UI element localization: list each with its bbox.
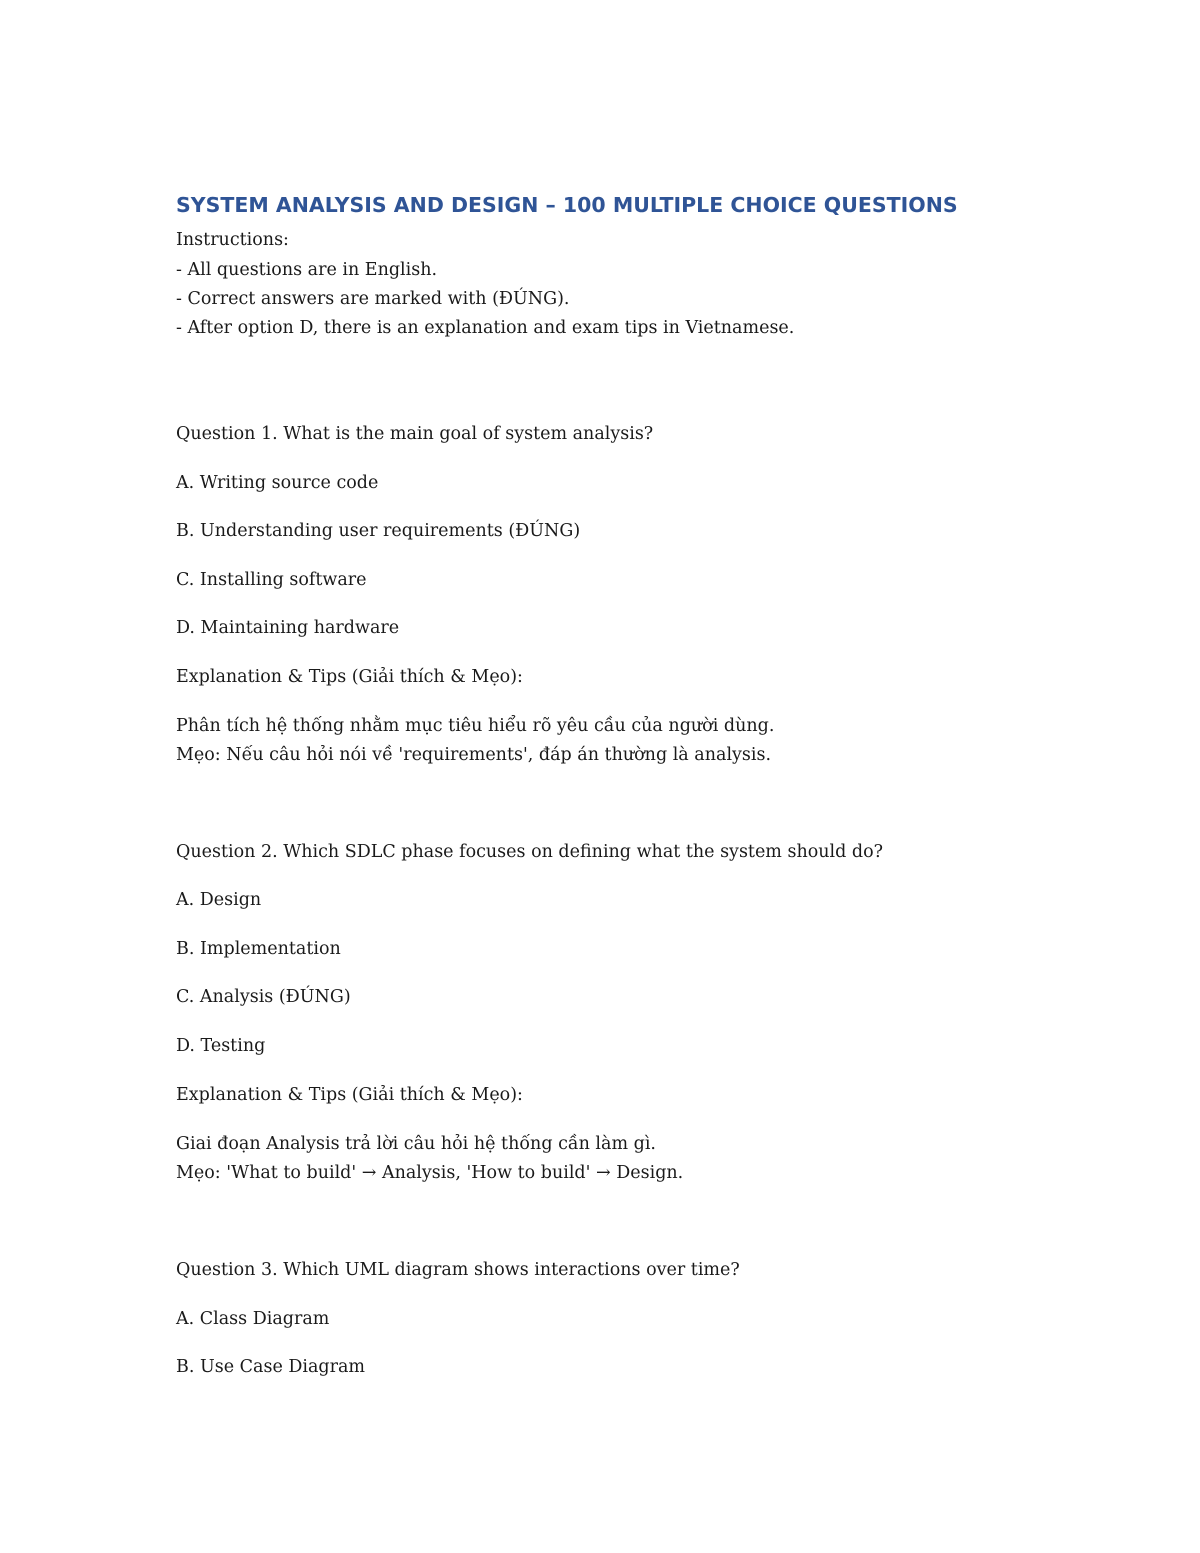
question-2-option-a: A. Design (176, 890, 262, 910)
question-1-option-b: B. Understanding user requirements (ĐÚNG) (176, 521, 581, 541)
question-1-explanation-heading: Explanation & Tips (Giải thích & Mẹo): (176, 667, 523, 687)
document-title: SYSTEM ANALYSIS AND DESIGN – 100 MULTIPLE CHOICE QUESTIONS (176, 193, 958, 217)
question-2-text: Question 2. Which SDLC phase focuses on defining what the system should do? (176, 842, 884, 862)
instruction-item: - All questions are in English. (176, 260, 438, 280)
instructions-heading: Instructions: (176, 230, 289, 250)
question-2-explanation-heading: Explanation & Tips (Giải thích & Mẹo): (176, 1085, 523, 1105)
instruction-item: - After option D, there is an explanation and exam tips in Vietnamese. (176, 318, 795, 338)
instruction-item: - Correct answers are marked with (ĐÚNG). (176, 289, 570, 309)
question-1-text: Question 1. What is the main goal of system analysis? (176, 424, 654, 444)
question-2-explanation-line: Giai đoạn Analysis trả lời câu hỏi hệ thống cần làm gì. (176, 1134, 656, 1154)
question-3-option-a: A. Class Diagram (176, 1309, 330, 1329)
question-1-tip-line: Mẹo: Nếu câu hỏi nói về 'requirements', đáp án thường là analysis. (176, 745, 772, 765)
question-1-option-a: A. Writing source code (176, 473, 379, 493)
question-1-option-d: D. Maintaining hardware (176, 618, 400, 638)
question-1-explanation-line: Phân tích hệ thống nhằm mục tiêu hiểu rõ yêu cầu của người dùng. (176, 716, 775, 736)
question-2-option-b: B. Implementation (176, 939, 341, 959)
question-2-tip-line: Mẹo: 'What to build' → Analysis, 'How to build' → Design. (176, 1163, 684, 1183)
question-1-option-c: C. Installing software (176, 570, 367, 590)
question-2-option-c: C. Analysis (ĐÚNG) (176, 987, 351, 1007)
question-3-text: Question 3. Which UML diagram shows interactions over time? (176, 1260, 740, 1280)
question-3-option-b: B. Use Case Diagram (176, 1357, 366, 1377)
question-2-option-d: D. Testing (176, 1036, 266, 1056)
